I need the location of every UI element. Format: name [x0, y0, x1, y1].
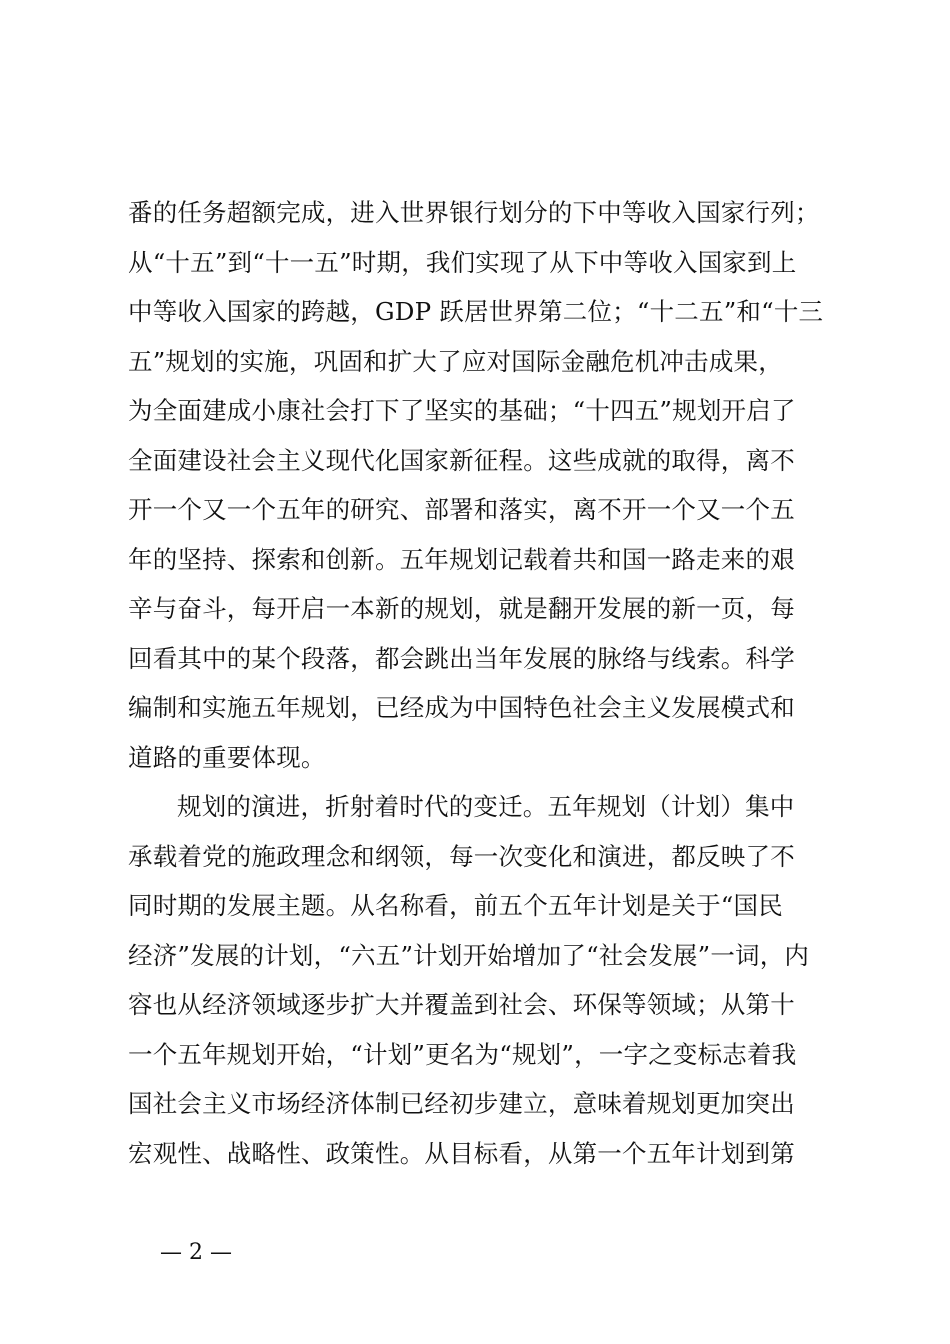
text-line-3: 中等收入国家的跨越，GDP 跃居世界第二位；“十二五”和“十三	[128, 297, 824, 326]
text-line-8: 年的坚持、探索和创新。五年规划记载着共和国一路走来的艰	[128, 544, 795, 574]
text-line-19: 国社会主义市场经济体制已经初步建立，意味着规划更加突出	[128, 1089, 795, 1118]
text-line-7: 开一个又一个五年的研究、部署和落实，离不开一个又一个五	[128, 495, 795, 524]
text-line-9: 辛与奋斗，每开启一本新的规划，就是翻开发展的新一页，每	[128, 594, 795, 623]
text-line-12: 道路的重要体现。	[128, 742, 326, 772]
text-line-2: 从“十五”到“十一五”时期，我们实现了从下中等收入国家到上	[128, 247, 797, 277]
text-line-18: 一个五年规划开始，“计划”更名为“规划”，一字之变标志着我	[128, 1039, 797, 1069]
text-line-4: 五”规划的实施，巩固和扩大了应对国际金融危机冲击成果，	[128, 346, 783, 376]
text-line-11: 编制和实施五年规划，已经成为中国特色社会主义发展模式和	[128, 693, 795, 722]
page-number: — 2 —	[160, 1240, 232, 1265]
text-line-5: 为全面建成小康社会打下了坚实的基础；“十四五”规划开启了	[128, 396, 796, 425]
text-line-10: 回看其中的某个段落，都会跳出当年发展的脉络与线索。科学	[128, 643, 795, 673]
text-line-15: 同时期的发展主题。从名称看，前五个五年计划是关于“国民	[128, 891, 783, 920]
text-line-16: 经济”发展的计划，“六五”计划开始增加了“社会发展”一词，内	[128, 940, 810, 970]
text-line-17: 容也从经济领域逐步扩大并覆盖到社会、环保等领域；从第十	[128, 990, 795, 1019]
text-line-6: 全面建设社会主义现代化国家新征程。这些成就的取得，离不	[128, 445, 795, 475]
text-line-1: 番的任务超额完成，进入世界银行划分的下中等收入国家行列；	[128, 198, 820, 227]
text-line-14: 承载着党的施政理念和纲领，每一次变化和演进，都反映了不	[128, 841, 795, 871]
paragraph-start-line: 规划的演进，折射着时代的变迁。五年规划（计划）集中	[177, 792, 795, 821]
text-line-20: 宏观性、战略性、政策性。从目标看，从第一个五年计划到第	[128, 1138, 795, 1168]
body-text	[128, 188, 848, 1178]
